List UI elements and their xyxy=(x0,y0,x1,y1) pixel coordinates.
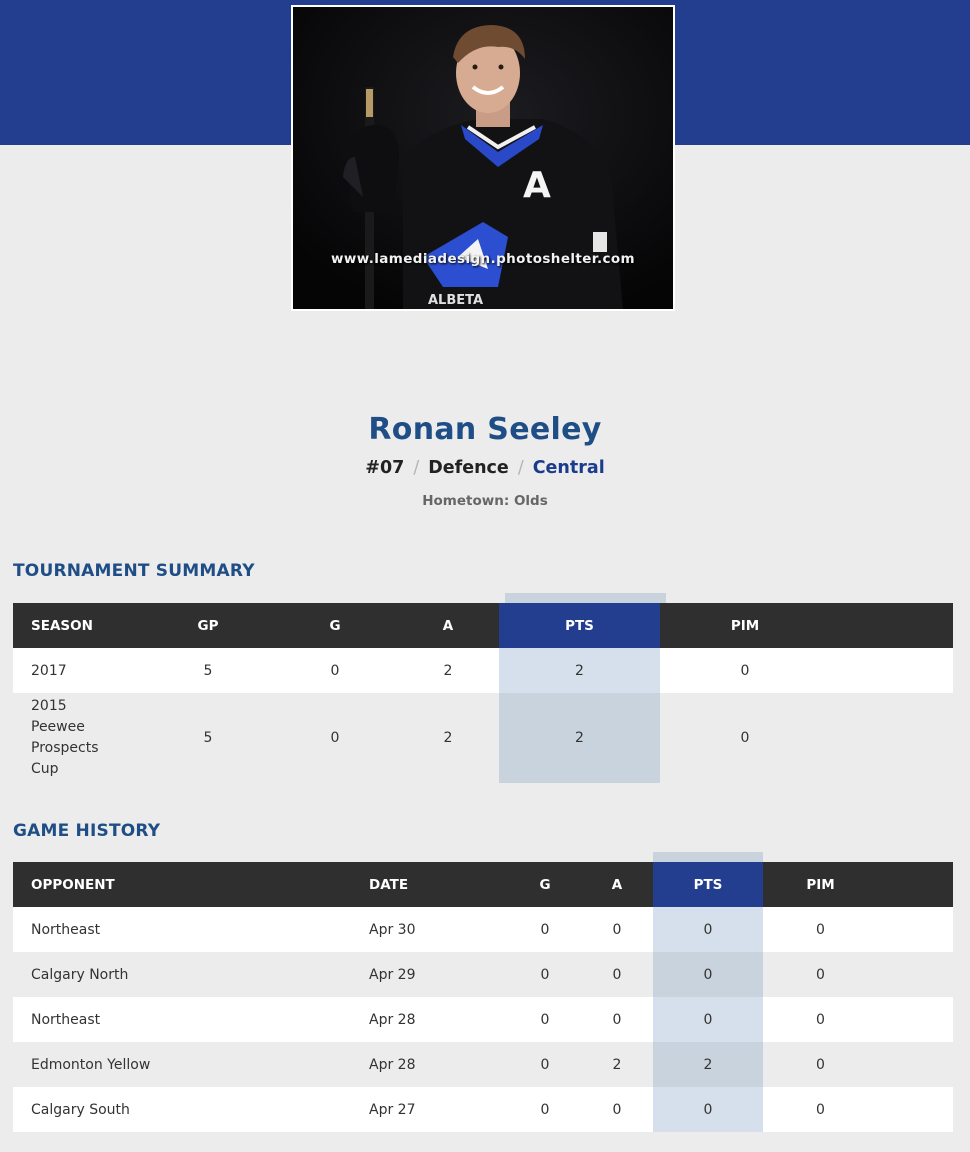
cell-pim: 0 xyxy=(763,952,878,997)
cell-season: 2015 Peewee Prospects Cup xyxy=(13,693,143,783)
separator: / xyxy=(413,458,420,478)
cell-spacer xyxy=(878,952,953,997)
cell-date: Apr 29 xyxy=(351,952,509,997)
table-row xyxy=(13,952,953,997)
cell-spacer xyxy=(878,997,953,1042)
cell-gp: 5 xyxy=(143,648,273,693)
col-header-g[interactable]: G xyxy=(509,862,581,907)
cell-opponent: Northeast xyxy=(13,997,351,1042)
col-header-date[interactable]: DATE xyxy=(351,862,509,907)
cell-g: 0 xyxy=(509,952,581,997)
cell-spacer xyxy=(878,907,953,952)
cell-spacer xyxy=(878,1087,953,1132)
table-row xyxy=(13,1087,953,1132)
cell-pts: 2 xyxy=(499,648,660,693)
cell-g: 0 xyxy=(273,648,397,693)
cell-a: 0 xyxy=(581,997,653,1042)
col-header-pts[interactable]: PTS xyxy=(499,603,660,648)
table-row xyxy=(13,693,953,783)
player-name: Ronan Seeley xyxy=(368,412,602,447)
cell-pim: 0 xyxy=(763,907,878,952)
cell-pim: 0 xyxy=(660,648,830,693)
cell-pim: 0 xyxy=(763,1087,878,1132)
table-row xyxy=(13,648,953,693)
col-header-g[interactable]: G xyxy=(273,603,397,648)
cell-opponent: Calgary South xyxy=(13,1087,351,1132)
cell-a: 0 xyxy=(581,952,653,997)
col-header-pim[interactable]: PIM xyxy=(660,603,830,648)
player-photo xyxy=(293,7,673,309)
cell-a: 2 xyxy=(397,648,499,693)
cell-g: 0 xyxy=(273,693,397,783)
cell-opponent: Edmonton Yellow xyxy=(13,1042,351,1087)
table-row xyxy=(13,997,953,1042)
pts-column-highlight-top xyxy=(505,593,666,603)
player-team-link[interactable]: Central xyxy=(532,458,605,478)
cell-a: 2 xyxy=(397,693,499,783)
col-header-a[interactable]: A xyxy=(397,603,499,648)
cell-pts: 0 xyxy=(653,907,763,952)
cell-pts: 0 xyxy=(653,997,763,1042)
cell-g: 0 xyxy=(509,1087,581,1132)
svg-text:A: A xyxy=(523,165,551,206)
cell-a: 2 xyxy=(581,1042,653,1087)
cell-pts: 2 xyxy=(653,1042,763,1087)
cell-pim: 0 xyxy=(660,693,830,783)
svg-text:ALBETA: ALBETA xyxy=(428,293,484,308)
cell-opponent: Northeast xyxy=(13,907,351,952)
cell-date: Apr 27 xyxy=(351,1087,509,1132)
col-header-spacer xyxy=(830,603,953,648)
tournament-summary-table xyxy=(13,603,953,783)
col-header-a[interactable]: A xyxy=(581,862,653,907)
col-header-opponent[interactable]: OPPONENT xyxy=(13,862,351,907)
cell-g: 0 xyxy=(509,997,581,1042)
cell-date: Apr 28 xyxy=(351,997,509,1042)
separator: / xyxy=(517,458,524,478)
col-header-spacer xyxy=(878,862,953,907)
table-header-row xyxy=(13,862,953,907)
table-row xyxy=(13,907,953,952)
cell-a: 0 xyxy=(581,907,653,952)
cell-spacer xyxy=(830,693,953,783)
cell-opponent: Calgary North xyxy=(13,952,351,997)
cell-gp: 5 xyxy=(143,693,273,783)
player-number: #07 xyxy=(365,458,405,478)
game-history-table xyxy=(13,862,953,1132)
cell-a: 0 xyxy=(581,1087,653,1132)
cell-pim: 0 xyxy=(763,997,878,1042)
cell-pts: 0 xyxy=(653,1087,763,1132)
cell-spacer xyxy=(878,1042,953,1087)
pts-column-highlight-top xyxy=(653,852,763,862)
cell-spacer xyxy=(830,648,953,693)
cell-date: Apr 30 xyxy=(351,907,509,952)
table-row xyxy=(13,1042,953,1087)
col-header-pim[interactable]: PIM xyxy=(763,862,878,907)
cell-g: 0 xyxy=(509,907,581,952)
table-header-row xyxy=(13,603,953,648)
game-history-title: GAME HISTORY xyxy=(13,821,161,841)
cell-pts: 0 xyxy=(653,952,763,997)
cell-date: Apr 28 xyxy=(351,1042,509,1087)
cell-g: 0 xyxy=(509,1042,581,1087)
player-meta xyxy=(0,458,970,478)
player-position: Defence xyxy=(428,458,509,478)
tournament-summary-title: TOURNAMENT SUMMARY xyxy=(13,561,255,581)
cell-pim: 0 xyxy=(763,1042,878,1087)
photo-watermark: www.lamediadesign.photoshelter.com xyxy=(330,251,636,267)
player-photo-frame xyxy=(291,5,675,311)
cell-pts: 2 xyxy=(499,693,660,783)
col-header-season[interactable]: SEASON xyxy=(13,603,143,648)
col-header-gp[interactable]: GP xyxy=(143,603,273,648)
cell-season: 2017 xyxy=(13,648,143,693)
player-hometown: Hometown: Olds xyxy=(422,493,548,509)
col-header-pts[interactable]: PTS xyxy=(653,862,763,907)
